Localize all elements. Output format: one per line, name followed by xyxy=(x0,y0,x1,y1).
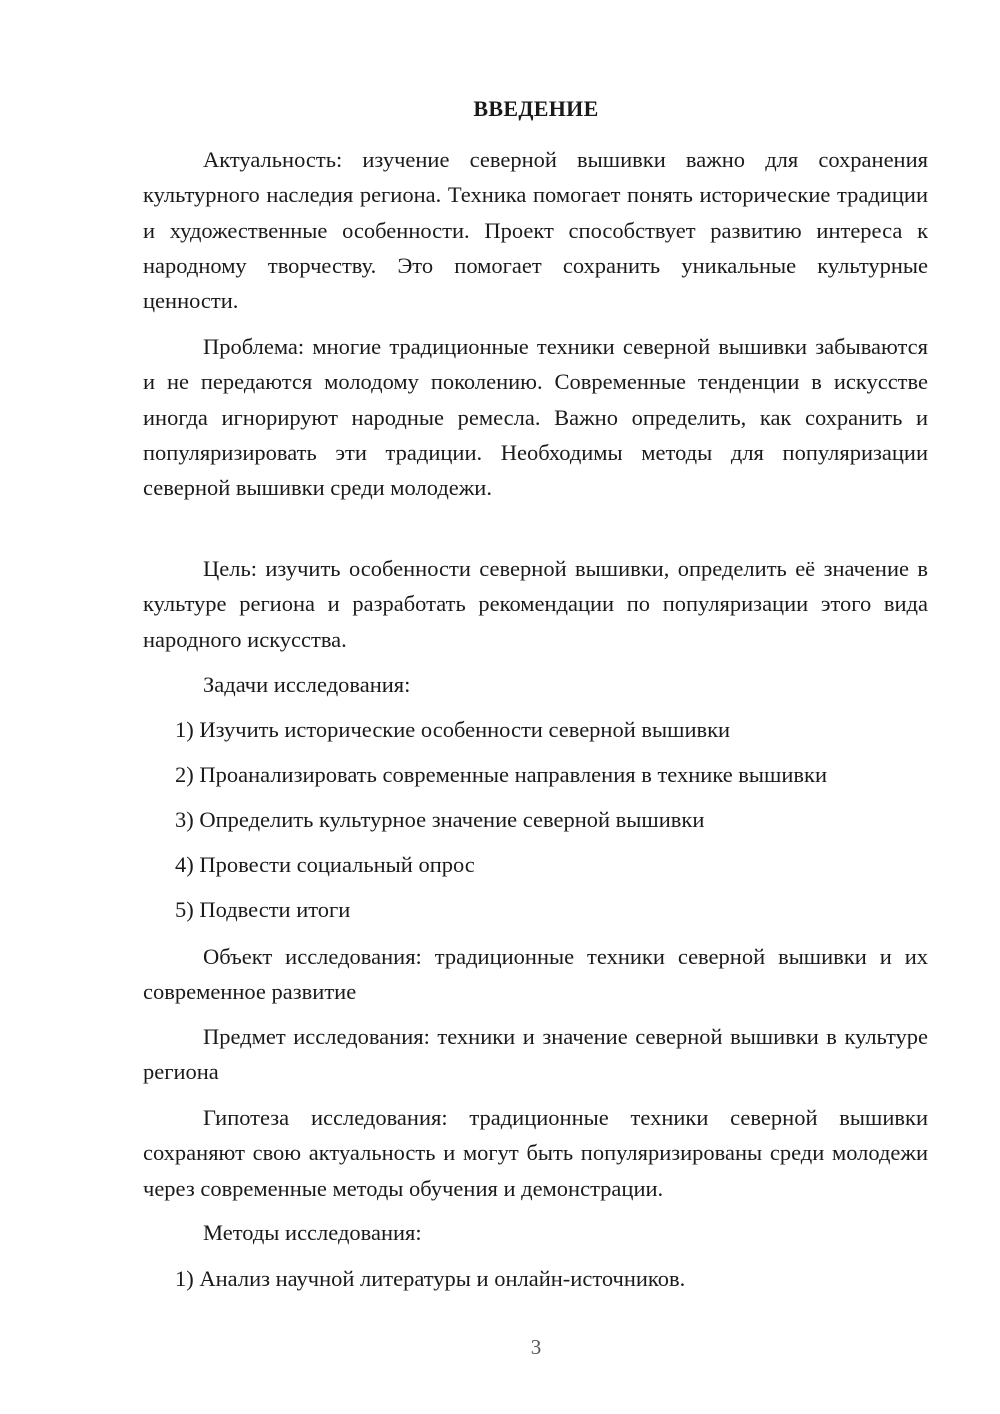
subject-paragraph: Предмет исследования: техники и значение северной вышивки в культуре региона xyxy=(143,1024,928,1085)
task-item: 1) Изучить исторические особенности северной вышивки xyxy=(175,717,731,742)
task-item: 4) Провести социальный опрос xyxy=(175,852,475,877)
relevance-paragraph: Актуальность: изучение северной вышивки важно для сохранения культурного наследия региона. Техника помогает понять исторические традиции и художественные особенности. Проект способствует развитию интереса к народному творчеству. Это помогает сохранить уникальные культурные ценности. xyxy=(143,147,928,314)
task-item: 3) Определить культурное значение северной вышивки xyxy=(175,807,705,832)
methods-heading: Методы исследования: xyxy=(203,1220,422,1245)
task-item: 2) Проанализировать современные направления в технике вышивки xyxy=(175,762,828,787)
hypothesis-paragraph: Гипотеза исследования: традиционные техники северной вышивки сохраняют свою актуальность и могут быть популяризированы среди молодежи через современные методы обучения и демонстрации. xyxy=(143,1105,928,1201)
page-number: 3 xyxy=(530,1335,542,1359)
goal-paragraph: Цель: изучить особенности северной вышивки, определить её значение в культуре региона и разработать рекомендации по популяризации этого вида народного искусства. xyxy=(143,556,928,652)
tasks-heading: Задачи исследования: xyxy=(203,672,411,697)
section-title: ВВЕДЕНИЕ xyxy=(473,96,599,121)
method-item: 1) Анализ научной литературы и онлайн-источников. xyxy=(175,1266,686,1291)
task-item: 5) Подвести итоги xyxy=(175,897,351,922)
object-paragraph: Объект исследования: традиционные техники северной вышивки и их современное развитие xyxy=(143,944,928,1005)
problem-paragraph: Проблема: многие традиционные техники северной вышивки забываются и не передаются молодому поколению. Современные тенденции в искусстве иногда игнорируют народные ремесла. Важно определить, как сохранить и популяризировать эти традиции. Необходимы методы для популяризации северной вышивки среди молодежи. xyxy=(143,334,928,501)
